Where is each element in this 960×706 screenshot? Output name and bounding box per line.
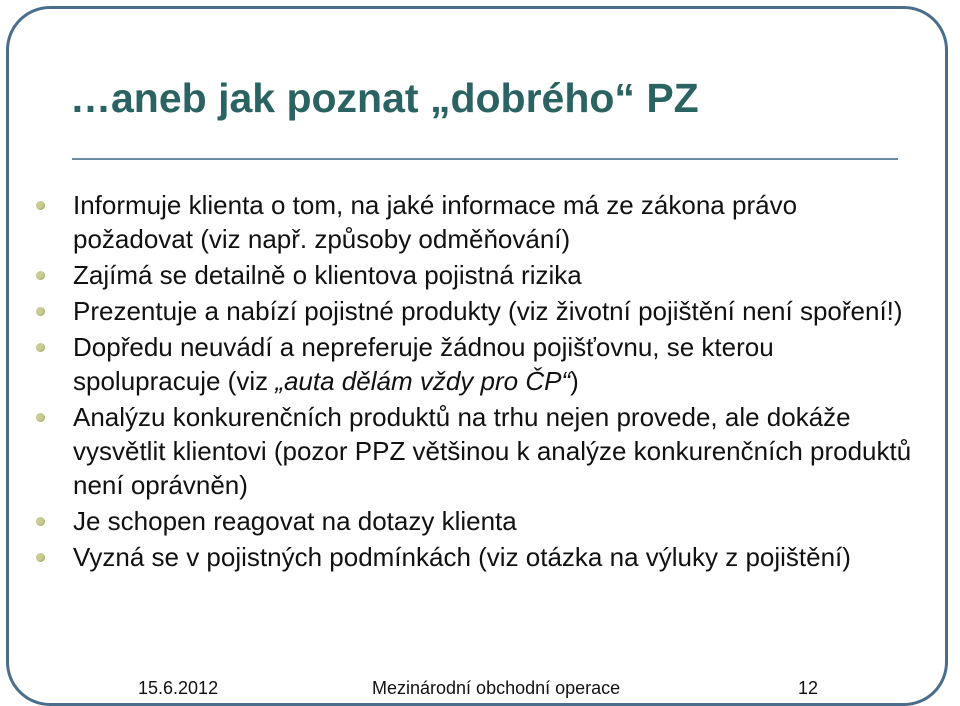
bullet-dot-icon [36, 307, 45, 316]
slide-title: …aneb jak poznat „dobrého“ PZ [70, 75, 699, 121]
bullet-dot-icon [36, 343, 45, 352]
footer-page-number: 12 [798, 678, 819, 698]
bullet-item [36, 294, 916, 328]
bullet-text-closing: ) [570, 366, 579, 396]
bullet-dot-icon [36, 553, 45, 562]
bullet-text: Je schopen reagovat na dotazy klienta [73, 506, 517, 536]
bullet-item [36, 504, 916, 538]
title-divider [72, 158, 898, 160]
bullet-item [36, 330, 916, 398]
bullet-text: Analýzu konkurenčních produktů na trhu nejen provede, ale dokáže vysvětlit klientovi (pozor PPZ většinou k analýze konkurenčních produktů není oprávněn) [73, 402, 912, 500]
bullet-text: Dopředu neuvádí a nepreferuje žádnou pojišťovnu, se kterou spolupracuje (viz [73, 332, 774, 396]
bullet-dot-icon [36, 201, 45, 210]
bullet-text: Informuje klienta o tom, na jaké informace má ze zákona právo požadovat (viz např. způsoby odměňování) [73, 190, 798, 254]
bullet-item [36, 258, 916, 292]
bullet-text: Prezentuje a nabízí pojistné produkty (viz životní pojištění není spoření!) [73, 296, 903, 326]
footer-date: 15.6.2012 [138, 678, 219, 698]
bullet-text: Zajímá se detailně o klientova pojistná rizika [73, 260, 582, 290]
bullet-dot-icon [36, 517, 45, 526]
bullet-item [36, 540, 916, 574]
bullet-italic-quote: „auta dělám vždy pro ČP“ [275, 366, 571, 396]
bullet-text: Vyzná se v pojistných podmínkách (viz otázka na výluky z pojištění) [73, 542, 851, 572]
footer-title: Mezinárodní obchodní operace [372, 678, 621, 698]
bullet-dot-icon [36, 271, 45, 280]
bullet-item [36, 400, 916, 502]
bullet-list [36, 188, 916, 576]
bullet-item [36, 188, 916, 256]
bullet-dot-icon [36, 413, 45, 422]
